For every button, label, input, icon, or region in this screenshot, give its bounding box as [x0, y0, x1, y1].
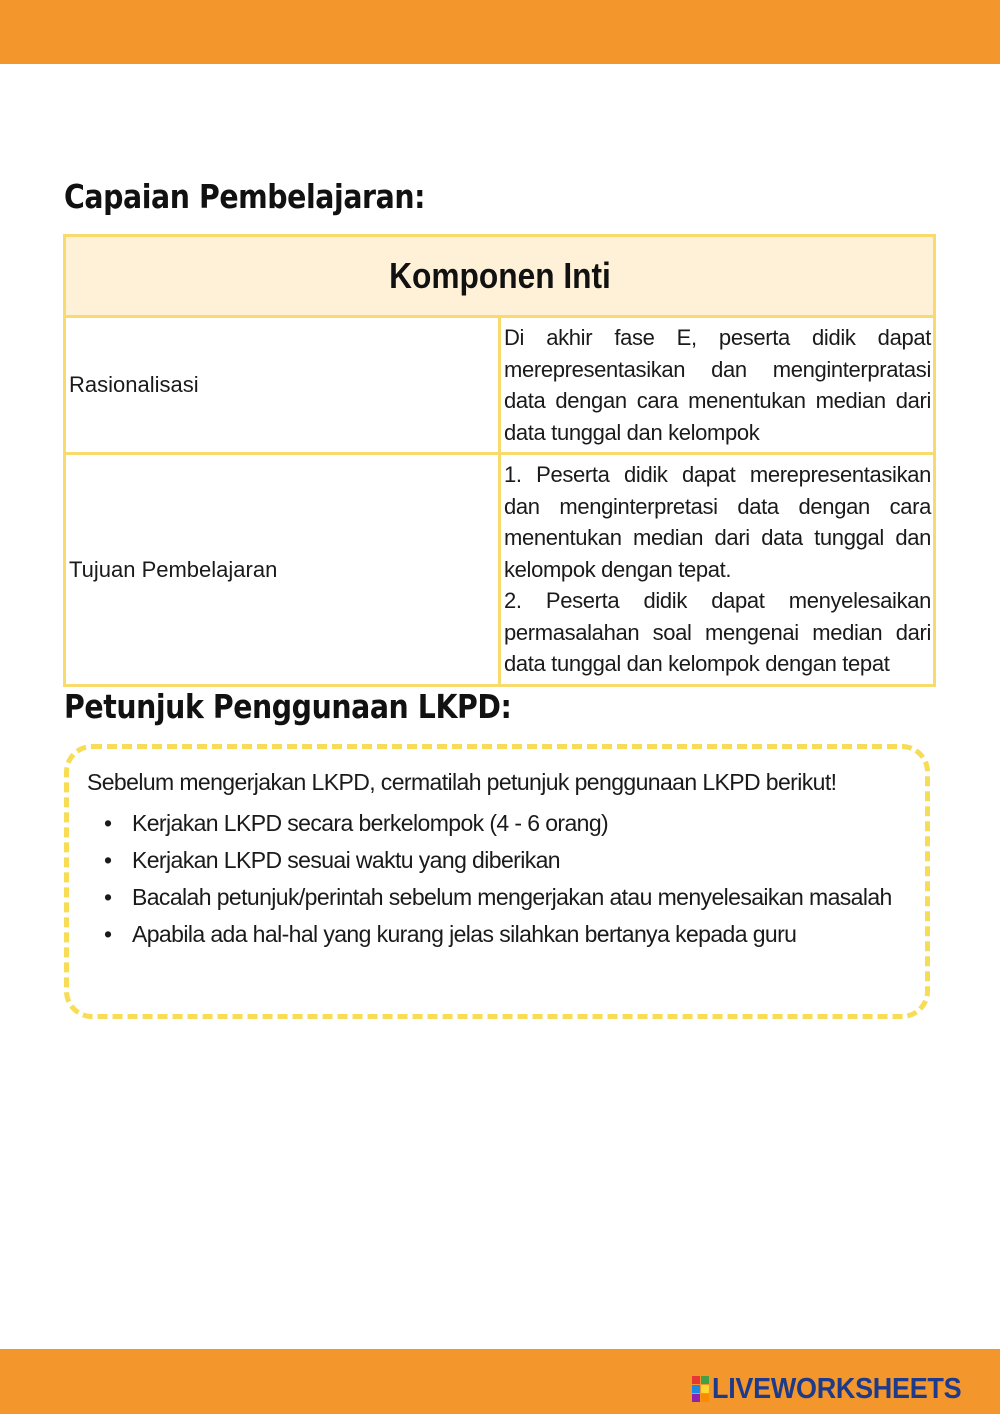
petunjuk-heading: Petunjuk Penggunaan LKPD:	[64, 687, 512, 726]
row-label-rasionalisasi: Rasionalisasi	[65, 317, 500, 454]
row-value-tujuan	[500, 454, 935, 686]
bullet-icon: •	[104, 884, 112, 910]
list-item-text: Bacalah petunjuk/perintah sebelum mengerjakan atau menyelesaikan masalah	[132, 884, 892, 910]
row-label-tujuan: Tujuan Pembelajaran	[65, 454, 500, 686]
tujuan-item-2: 2. Peserta didik dapat menyelesaikan permasalahan soal mengenai median dari data tunggal dan kelompok dengan tepat	[504, 588, 931, 676]
brand-wordmark: LIVEWORKSHEETS	[712, 1372, 962, 1405]
top-banner	[0, 0, 1000, 64]
list-item	[104, 805, 904, 842]
tujuan-item-1: 1. Peserta didik dapat merepresentasikan dan menginterpretasi data dengan cara menentukan median dari data tunggal dan kelompok dengan tepat.	[504, 462, 931, 582]
table-row	[65, 454, 935, 686]
row-value-rasionalisasi: Di akhir fase E, peserta didik dapat merepresentasikan dan menginterpratasi data dengan cara menentukan median dari data tunggal dan kelompok	[500, 317, 935, 454]
list-item	[104, 879, 904, 916]
list-item	[104, 842, 904, 879]
list-item-text: Apabila ada hal-hal yang kurang jelas silahkan bertanya kepada guru	[132, 921, 797, 947]
liveworksheets-brand[interactable]	[692, 1372, 980, 1406]
bullet-icon: •	[104, 921, 112, 947]
komponen-inti-table	[63, 234, 936, 687]
table-header-title: Komponen Inti	[388, 255, 611, 296]
list-item-text: Kerjakan LKPD sesuai waktu yang diberikan	[132, 847, 560, 873]
liveworksheets-logo-icon	[692, 1376, 708, 1402]
bullet-icon: •	[104, 847, 112, 873]
list-item-text: Kerjakan LKPD secara berkelompok (4 - 6 orang)	[132, 810, 609, 836]
list-item	[104, 916, 904, 953]
table-header-cell	[65, 236, 935, 317]
capaian-heading: Capaian Pembelajaran:	[64, 177, 426, 216]
bullet-icon: •	[104, 810, 112, 836]
table-row	[65, 317, 935, 454]
guide-intro: Sebelum mengerjakan LKPD, cermatilah petunjuk penggunaan LKPD berikut!	[87, 769, 837, 795]
table-header-row	[65, 236, 935, 317]
guide-list	[104, 805, 904, 953]
